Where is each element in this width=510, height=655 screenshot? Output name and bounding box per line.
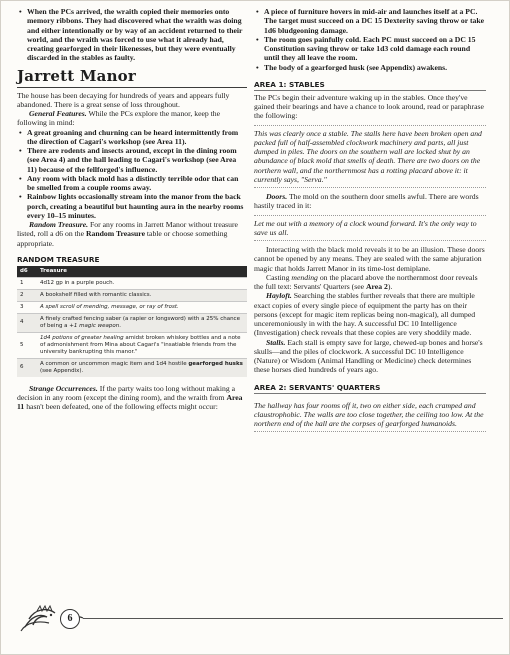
features-bullet-1: • A great groaning and churning can be heard intermittently from the direction of Cagari's workshop (see Area 11). — [27, 128, 247, 147]
section-heading: Jarrett Manor — [17, 66, 136, 85]
occurrence-bullet-3: • The body of a gearforged husk (see Appendix) awakens. — [264, 63, 486, 72]
table-row: 1 4d12 gp in a purple pouch. — [17, 277, 247, 289]
page-number: 6 — [60, 609, 80, 629]
table-row: 4 A finely crafted fencing saber (a rapier or longsword) with a 25% chance of being a +1 magic weapon. — [17, 313, 247, 332]
random-treasure-paragraph: Random Treasure. For any rooms in Jarrett Manor without treasure listed, roll a d6 on the Random Treasure table or choose something appropriate. — [17, 220, 238, 248]
table-title: RANDOM TREASURE — [17, 254, 100, 264]
table-row: 2 A bookshelf filled with romantic classics. — [17, 289, 247, 301]
left-column — [17, 7, 247, 412]
read-aloud-box-mold: Let me out with a memory of a clock wound forward. It's the only way to save us all. — [254, 215, 486, 242]
strange-occurrences-paragraph: Strange Occurrences. If the party waits too long without making a decision in any room (except the dining room), and the wraith from Area 11 hasn't been defeated, one of the following effects might occur: — [17, 383, 243, 412]
table-row: 6 A common or uncommon magic item and 1d4 hostile gearforged husks (see Appendix). — [17, 358, 247, 377]
read-aloud-box-servants: The hallway has four rooms off it, two on either side, each cramped and claustrophobic. The walls are too close together, the ceiling too low. At the northern end of the hall are the corpses of gearforged humanoids. — [254, 398, 486, 433]
area-1-intro: The PCs begin their adventure waking up in the stables. Once they've gained their bearings and have a chance to look around, read or paraphrase the following: — [254, 92, 484, 121]
area-2-rule — [254, 393, 486, 394]
area-2-title: AREA 2: SERVANTS' QUARTERS — [254, 382, 381, 392]
illusion-paragraph: Interacting with the black mold reveals it to be an illusion. These doors cannot be opened by any means. They are sealed with the same abjuration magic that holds Jarrett Manor in its time-lost demiplane. — [254, 245, 485, 273]
features-bullet-4: • Rainbow lights occasionally stream into the manor from the back porch, creating a beautiful but haunting aura in the nearby rooms every 10–15 minutes. — [27, 192, 247, 220]
area-1-rule — [254, 90, 486, 91]
intro-bullet: • When the PCs arrived, the wraith copied their memories onto memory ribbons. They had discovered what the wraith was doing and either intentionally or by way of an accident returned to their world, and the wraith was forced to use what it already had, creating gearforged in their likenesses, but they were eventually discarded in the stables as faulty. — [27, 7, 247, 63]
table-header-row — [17, 266, 247, 278]
stalls-paragraph: Stalls. Each stall is empty save for large, chewed-up bones and horse's skulls—and the piles of clockwork. A successful DC 10 Intelligence (Nature) or Wisdom (Animal Handling or Medicine) check determines these horses died hundreds of years ago. — [254, 337, 483, 375]
mending-paragraph: Casting mending on the placard above the northernmost door reveals the full text: Servants' Quarters (see Area 2). — [254, 272, 478, 291]
doors-paragraph: Doors. The mold on the southern door smells awful. There are words hastily traced in it: — [254, 192, 479, 211]
general-features-paragraph: General Features. While the PCs explore the manor, keep the following in mind: — [17, 109, 221, 128]
table-header-d6: d6 — [17, 266, 37, 278]
heading-rule — [17, 87, 247, 88]
occurrence-bullet-1: • A piece of furniture hovers in mid-air and launches itself at a PC. The target must succeed on a DC 15 Dexterity saving throw or take 1d6 bludgeoning damage. — [264, 7, 486, 35]
intro-list — [17, 7, 247, 63]
right-column — [254, 7, 486, 436]
features-bullet-3: • Any room with black mold has a distinctly terrible odor that can be smelled from a couple rooms away. — [27, 174, 247, 193]
footer-rule — [83, 618, 503, 619]
table-row: 3 A spell scroll of mending, message, or ray of frost. — [17, 301, 247, 313]
read-aloud-box-stables: This was clearly once a stable. The stalls here have been broken open and packed full of half-assembled clockwork machinery and parts, all just dumped in piles. The doors on the southern wall are locked shut by an abundance of black mold that smells of death. There are two doors on the northern wall, and the northernmost has a rotting placard above it: it currently says, "Serva." — [254, 125, 486, 189]
area-1-title: AREA 1: STABLES — [254, 79, 325, 89]
features-list — [17, 128, 247, 221]
random-treasure-table — [17, 266, 247, 377]
table-row: 5 1d4 potions of greater healing amidst broken whiskey bottles and a note of admonishment from Mina about Cagari's "insatiable friends from the university bankrupting this manor." — [17, 332, 247, 358]
occurrences-list — [254, 7, 486, 72]
hayloft-paragraph: Hayloft. Searching the stables further reveals that there are multiple exact copies of every single piece of equipment the party has on their persons (except for magic item replicas being non-magical), all dumped unceremoniously in with the hay. A successful DC 10 Intelligence (Investigation) check reveals that these copies are very shoddily made. — [254, 291, 476, 338]
occurrence-bullet-2: • The room goes painfully cold. Each PC must succeed on a DC 15 Constitution saving throw or take 1d3 cold damage each round until they all leave the room. — [264, 35, 486, 63]
features-bullet-2: • There are rodents and insects around, except in the dining room (see Area 4) and the hall leading to Cagari's workshop (see Area 11) because of the fellforged's influence. — [27, 146, 247, 174]
house-paragraph: The house has been decaying for hundreds of years and appears fully abandoned. There is a great sense of loss throughout. — [17, 90, 230, 109]
table-header-treasure: Treasure — [37, 266, 247, 278]
